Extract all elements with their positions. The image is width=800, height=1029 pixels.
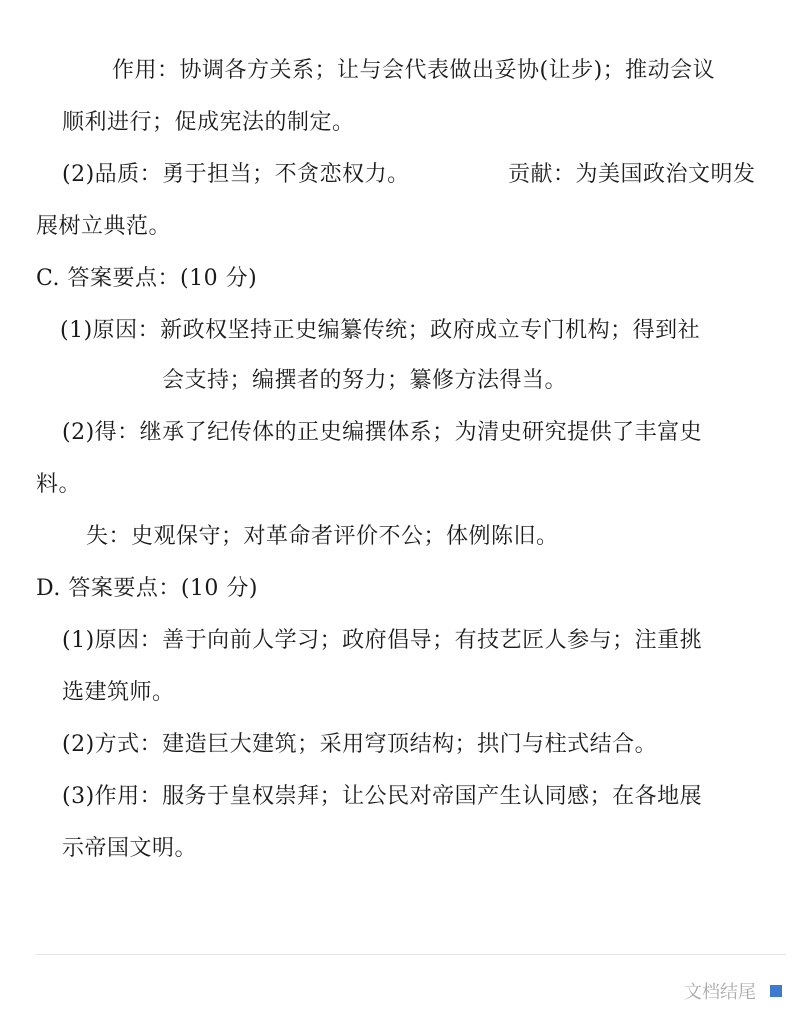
section-heading: C. 答案要点：(10 分) (36, 266, 258, 291)
section-heading: D. 答案要点：(10 分) (36, 576, 258, 601)
document-end-label: 文档结尾 (684, 982, 756, 1003)
text-line: 失：史观保守；对革命者评价不公；体例陈旧。 (86, 524, 559, 549)
text-line: 料。 (36, 472, 82, 497)
text-line: (2)方式：建造巨大建筑；采用穹顶结构；拱门与柱式结合。 (62, 732, 658, 757)
text-line: (2)品质：勇于担当；不贪恋权力。 (62, 162, 410, 187)
text-line: 贡献：为美国政治文明发 (508, 162, 756, 187)
text-line: (1)原因：新政权坚持正史编纂传统；政府成立专门机构；得到社 (60, 318, 701, 343)
document-end-footer (684, 978, 782, 1004)
square-marker-icon (770, 985, 782, 997)
text-line: 示帝国文明。 (62, 836, 198, 861)
text-line: (2)得：继承了纪传体的正史编撰体系；为清史研究提供了丰富史 (62, 420, 703, 445)
text-line: (1)原因：善于向前人学习；政府倡导；有技艺匠人参与；注重挑 (62, 628, 703, 653)
text-line: 会支持；编撰者的努力；纂修方法得当。 (162, 368, 568, 393)
footer-divider (36, 954, 786, 955)
text-line: 展树立典范。 (36, 214, 172, 239)
text-line: 选建筑师。 (62, 680, 175, 705)
text-line: 作用：协调各方关系；让与会代表做出妥协(让步)；推动会议 (112, 58, 716, 83)
text-line: (3)作用：服务于皇权崇拜；让公民对帝国产生认同感；在各地展 (62, 784, 703, 809)
text-line: 顺利进行；促成宪法的制定。 (62, 110, 355, 135)
